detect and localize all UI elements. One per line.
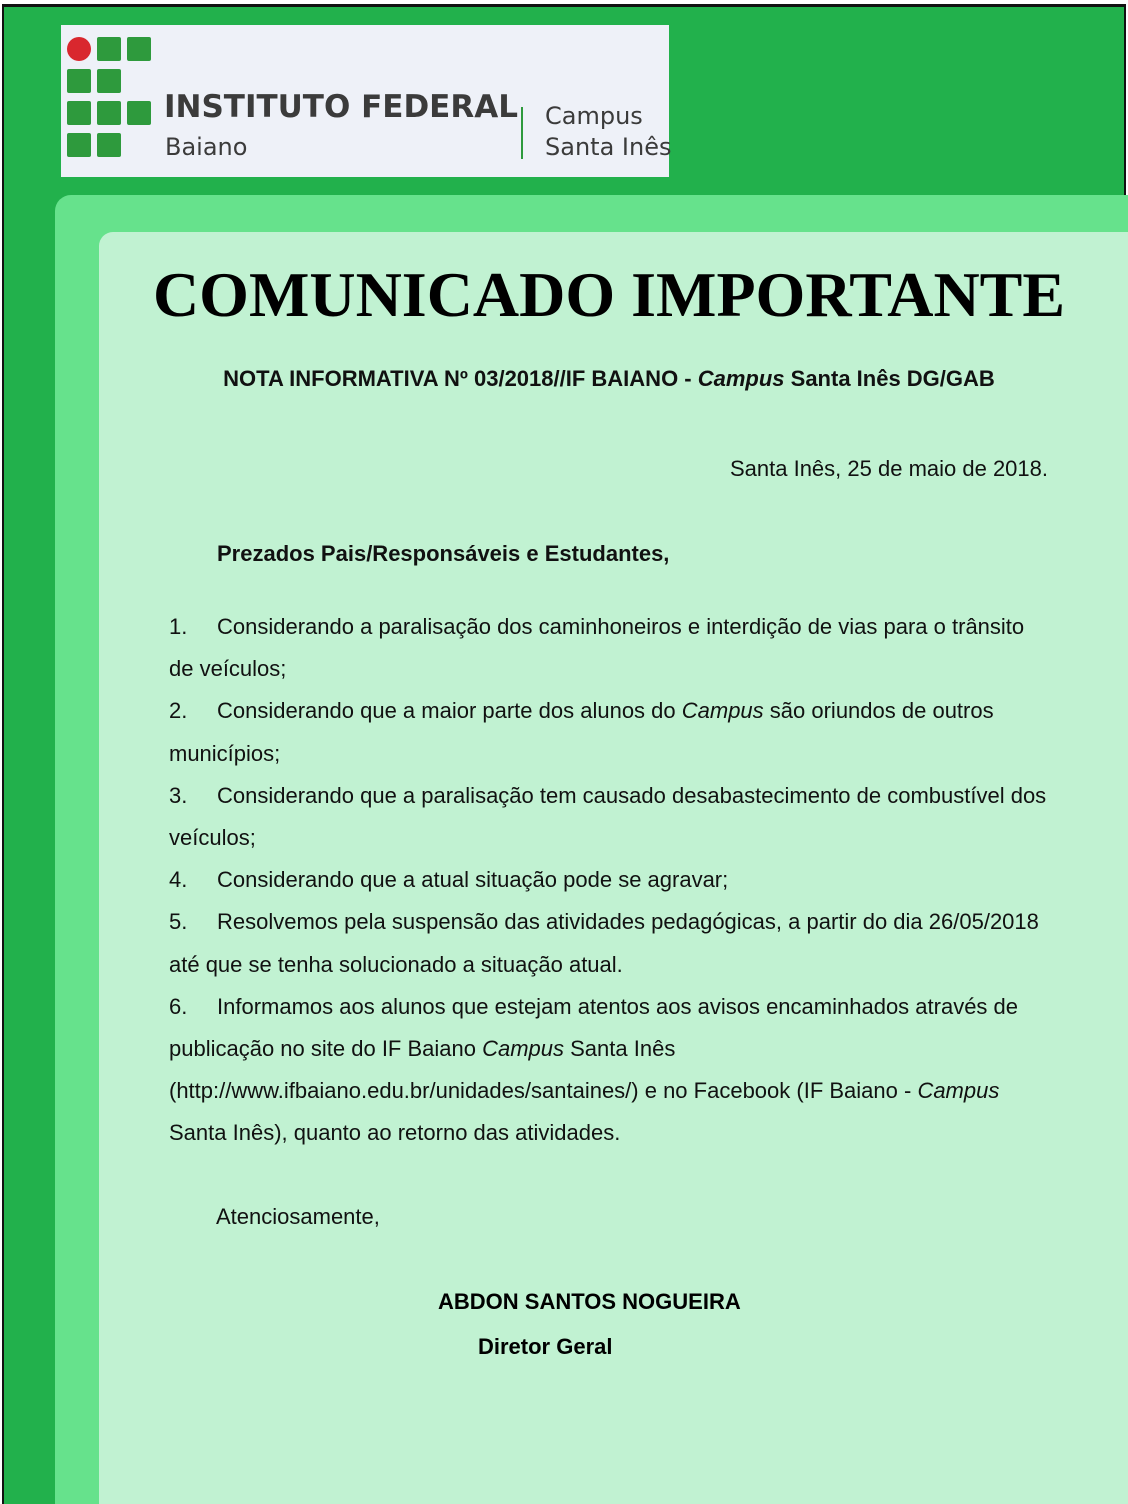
logo-square xyxy=(97,37,121,61)
list-item-text: Considerando a paralisação dos caminhoneiros e interdição de vias para o trânsito de veículos; xyxy=(169,614,1025,682)
list-item xyxy=(169,901,1049,985)
document-date: Santa Inês, 25 de maio de 2018. xyxy=(729,456,1048,481)
logo-square xyxy=(127,37,151,61)
logo-square xyxy=(127,101,151,125)
signature-name: ABDON SANTOS NOGUEIRA xyxy=(438,1289,741,1314)
logo-divider xyxy=(521,107,523,159)
list-item-italic: Campus xyxy=(917,1078,1000,1104)
list-item-italic: Campus xyxy=(681,698,764,724)
list-item-text: Resolvemos pela suspensão das atividades pedagógicas, a partir do dia 26/05/2018 até que se tenha solucionado a situação atual. xyxy=(169,909,1039,977)
list-item xyxy=(169,690,1049,774)
list-item-number: 3. xyxy=(169,782,188,808)
list-item-text: Santa Inês (http://www.ifbaiano.edu.br/unidades/santaines/) e no Facebook (IF Baiano - xyxy=(169,1036,918,1104)
list-item-text: são oriundos de outros municípios; xyxy=(169,698,994,766)
logo-square xyxy=(97,69,121,93)
list-item xyxy=(169,859,1049,901)
list-item-text: Considerando que a atual situação pode se agravar; xyxy=(217,867,729,893)
note-subtitle xyxy=(99,366,1119,392)
logo-title: INSTITUTO FEDERAL xyxy=(164,89,518,125)
logo-square xyxy=(67,133,91,157)
logo-campus-name: Santa Inês xyxy=(545,133,672,161)
list-item-number: 1. xyxy=(169,614,188,639)
subtitle-prefix: NOTA INFORMATIVA Nº 03/2018//IF BAIANO - xyxy=(223,366,698,391)
list-item-text: Considerando que a paralisação tem causado desabastecimento de combustível dos veículos; xyxy=(169,782,1047,851)
considerations-list xyxy=(169,606,1049,1155)
signature-role: Diretor Geral xyxy=(478,1334,613,1359)
list-item-number: 5. xyxy=(169,909,188,935)
institution-logo xyxy=(61,25,672,177)
list-item-text: Santa Inês), quanto ao retorno das atividades. xyxy=(169,1120,621,1146)
list-item xyxy=(169,606,1049,690)
subtitle-italic: Campus xyxy=(697,366,785,391)
logo-red-dot xyxy=(67,37,91,61)
logo-square xyxy=(97,133,121,157)
list-item-number: 6. xyxy=(169,993,188,1019)
list-item-text: Informamos aos alunos que estejam atentos aos avisos encaminhados através de publicação no site do IF Baiano xyxy=(169,993,1019,1062)
logo-square xyxy=(67,69,91,93)
list-item xyxy=(169,986,1049,1155)
logo-square xyxy=(67,101,91,125)
subtitle-suffix: Santa Inês DG/GAB xyxy=(784,366,995,391)
list-item-number: 4. xyxy=(169,867,188,893)
list-item xyxy=(169,775,1049,859)
greeting: Prezados Pais/Responsáveis e Estudantes, xyxy=(217,541,670,566)
list-item-text: Considerando que a maior parte dos alunos do xyxy=(217,698,682,724)
closing: Atenciosamente, xyxy=(216,1204,380,1229)
list-item-number: 2. xyxy=(169,698,188,724)
page-title: COMUNICADO IMPORTANTE xyxy=(152,259,1066,330)
logo-square xyxy=(97,101,121,125)
logo-subtitle: Baiano xyxy=(165,133,248,161)
logo-campus-label: Campus xyxy=(545,102,643,130)
list-item-italic: Campus xyxy=(482,1036,565,1062)
